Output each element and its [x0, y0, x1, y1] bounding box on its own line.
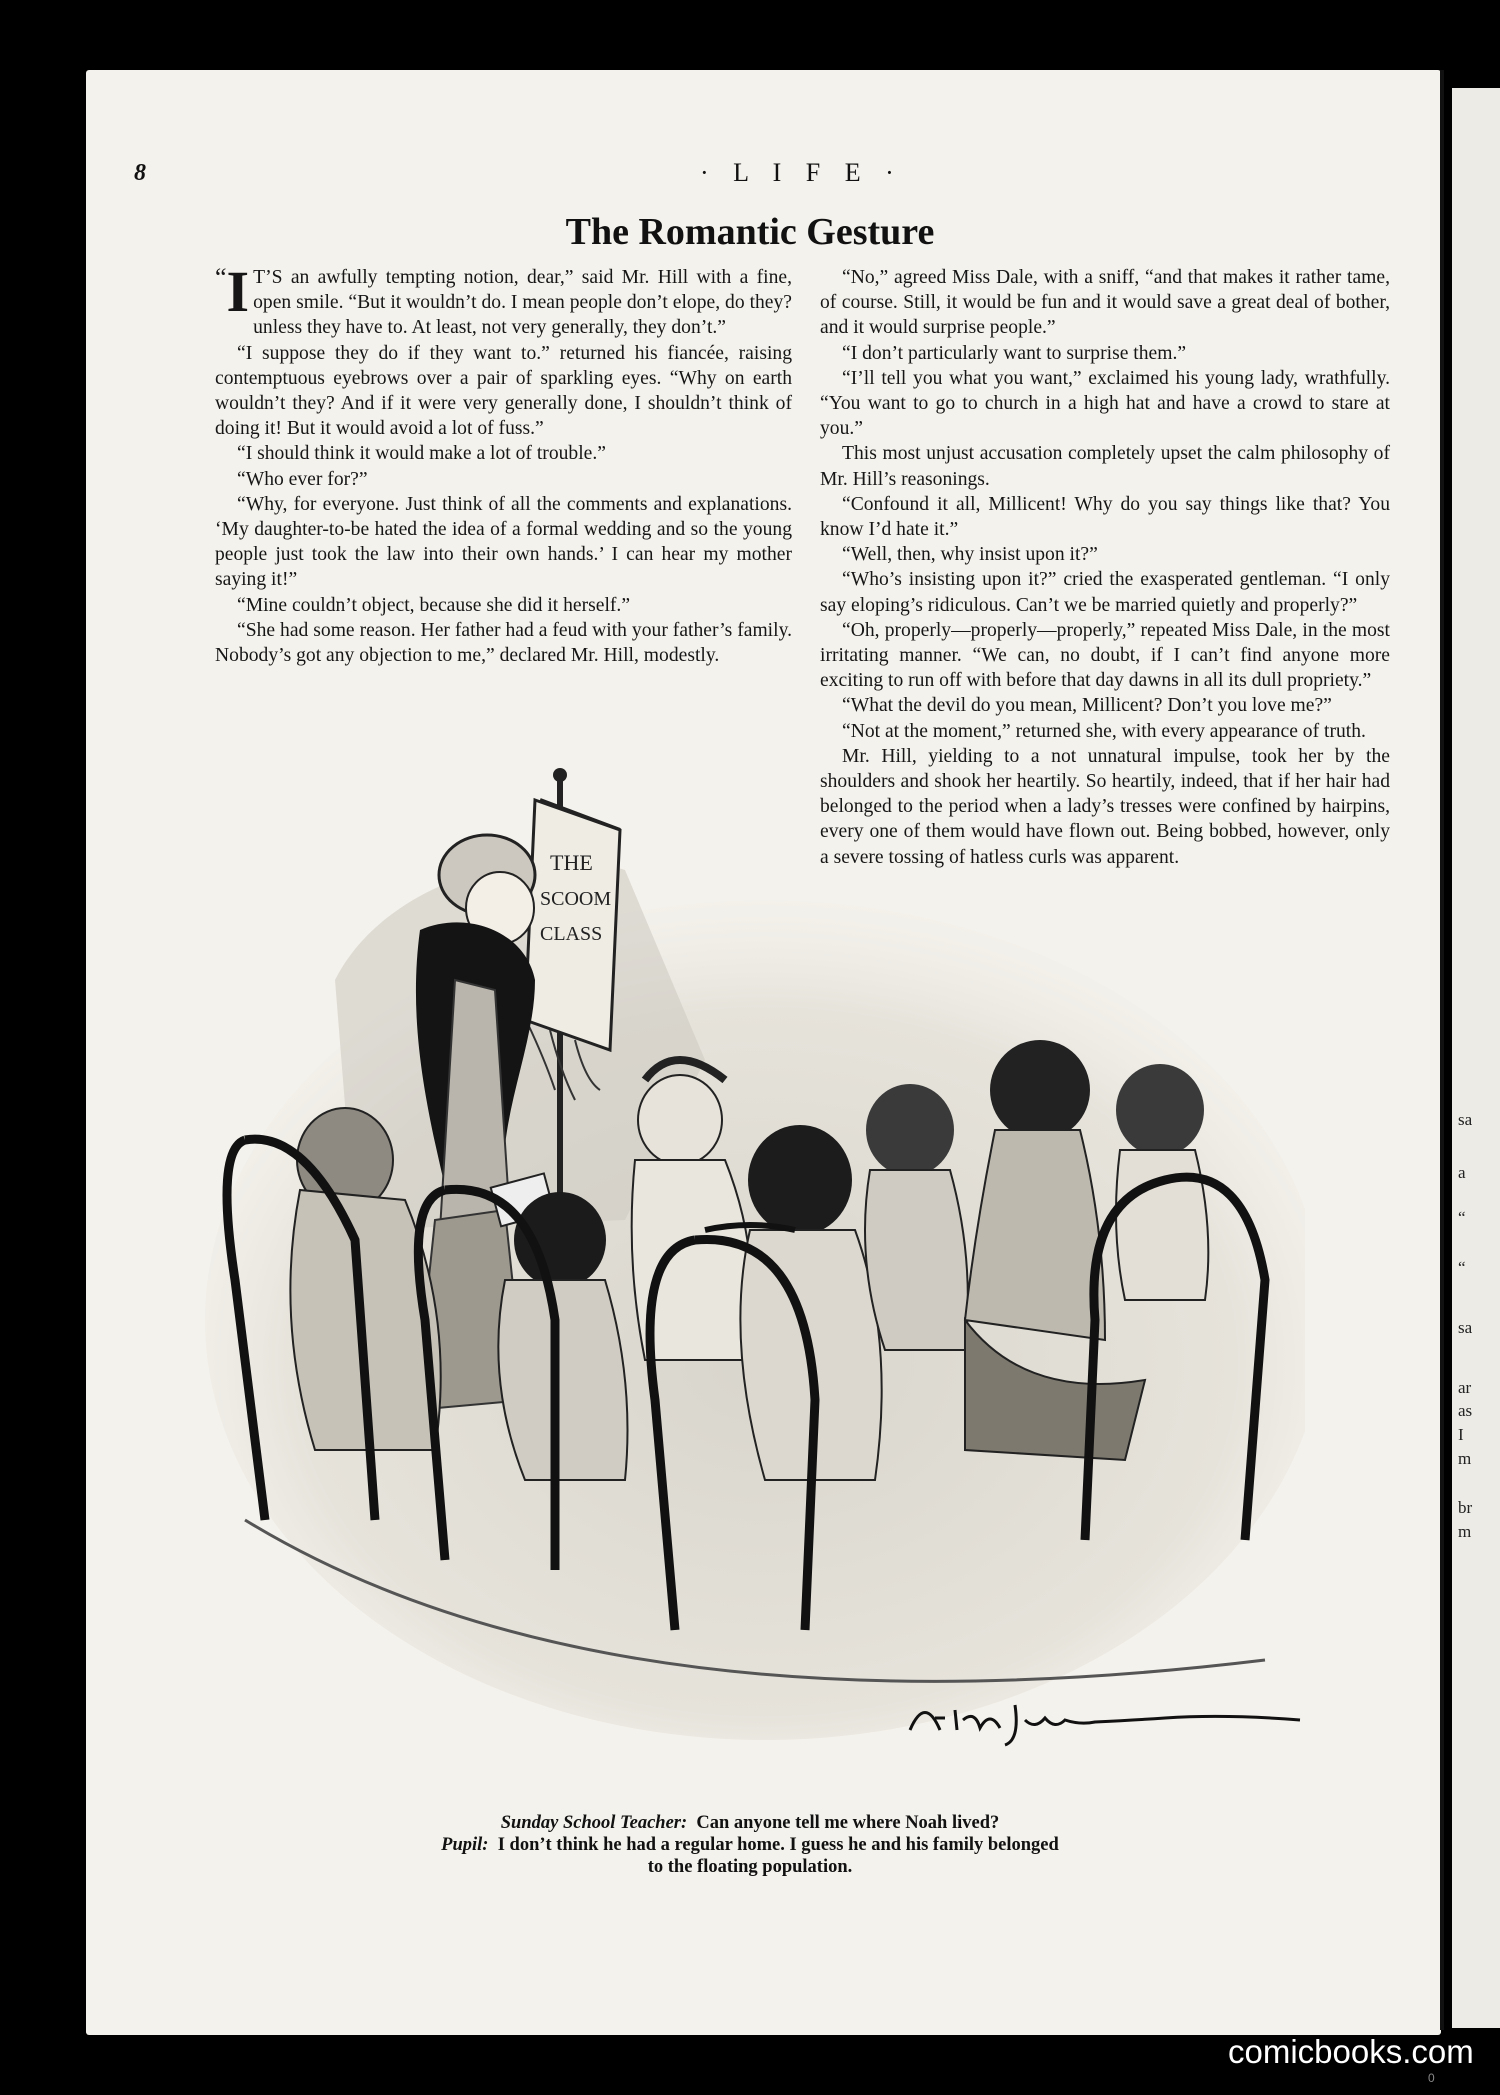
paragraph: Mr. Hill, yielding to a not unnatural impulse, took her by the shoulders and shook her heartily. So heartily, indeed, that if her hair had belonged to the period when a lady’s tresses were confined by hairpins, every one of them would have flown out. Being bobbed, however, only a severe tossing of hatless curls was apparent. [820, 745, 1390, 868]
article-column-left [215, 259, 792, 668]
sunday-school-illustration [205, 760, 1305, 1780]
illustration-caption [300, 1812, 1200, 1878]
paragraph: “Who’s insisting upon it?” cried the exasperated gentleman. “I only say eloping’s ridiculous. Can’t we be married quietly and properly?” [820, 569, 1390, 616]
paragraph-text: T’S an awfully tempting notion, dear,” said Mr. Hill with a fine, open smile. “But it wouldn’t do. I mean people don’t elope, do they? unless they have to. At least, not very generally, they don’t.” [253, 267, 792, 339]
fragment-text: sa [1458, 1318, 1473, 1337]
corner-mark: 0 [1428, 2071, 1435, 2085]
speaker-label: Pupil: [441, 1835, 489, 1855]
fragment-text: “ [1458, 1208, 1466, 1227]
banner-text: THE [550, 850, 593, 875]
opening-quote: “ [215, 263, 227, 292]
fragment-text: as [1458, 1401, 1473, 1420]
fragment-text: sa [1458, 1110, 1473, 1129]
artist-signature [905, 1690, 1305, 1750]
paragraph: “Well, then, why insist upon it?” [842, 544, 1098, 566]
fragment-text: I [1458, 1425, 1464, 1444]
banner-text: SCOOM [540, 888, 612, 910]
caption-line [300, 1812, 1200, 1834]
fragment-text: a [1458, 1163, 1466, 1182]
article-title: The Romantic Gesture [565, 211, 935, 253]
speaker-label: Sunday School Teacher: [500, 1813, 688, 1833]
page-number: 8 [134, 160, 146, 186]
paragraph: “She had some reason. Her father had a feud with your father’s family. Nobody’s got any objection to me,” declared Mr. Hill, modestly. [215, 619, 792, 667]
drop-cap: I [226, 259, 250, 324]
paragraph: “What the devil do you mean, Millicent? Don’t you love me?” [842, 695, 1332, 717]
paragraph: “I’ll tell you what you want,” exclaimed his young lady, wrathfully. “You want to go to church in a high hat and have a crowd to stare at you.” [820, 367, 1390, 440]
paragraph: “Not at the moment,” returned she, with every appearance of truth. [842, 720, 1366, 742]
fragment-text: br [1458, 1498, 1473, 1517]
banner-text: CLASS [540, 923, 603, 945]
paragraph: “Who ever for?” [237, 468, 368, 490]
adjacent-page-edge [1452, 88, 1500, 2028]
caption-text: I don’t think he had a regular home. I guess he and his family belonged [497, 1835, 1059, 1855]
paragraph: “I should think it would make a lot of trouble.” [237, 443, 606, 465]
pupil-figure [865, 1084, 968, 1350]
fragment-text: m [1458, 1522, 1472, 1541]
paragraph: “Why, for everyone. Just think of all the comments and explanations. ‘My daughter-to-be hated the idea of a formal wedding and so the young people just took the law into their own hands.’ I can hear my mother saying it!” [215, 493, 792, 591]
paragraph: This most unjust accusation completely upset the calm philosophy of Mr. Hill’s reasonings. [820, 443, 1390, 490]
fragment-text: ar [1458, 1378, 1472, 1397]
watermark: comicbooks.com [1228, 2033, 1474, 2070]
paragraph: “Mine couldn’t object, because she did it herself.” [237, 594, 631, 616]
caption-text: Can anyone tell me where Noah lived? [696, 1813, 1000, 1833]
caption-line: to the floating population. [647, 1857, 853, 1877]
paragraph [215, 259, 792, 341]
paragraph: “Confound it all, Millicent! Why do you say things like that? You know I’d hate it.” [820, 493, 1390, 541]
page-gutter [1440, 70, 1444, 2030]
paragraph: “Oh, properly—properly—properly,” repeated Miss Dale, in the most irritating manner. “We can, no doubt, if I can’t find anyone more exciting to run off with before that day dawns in all its dull propriety.” [820, 619, 1390, 692]
paragraph: “I don’t particularly want to surprise them.” [842, 342, 1187, 364]
fragment-text: m [1458, 1449, 1472, 1468]
paragraph: “I suppose they do if they want to.” returned his fiancée, raising contemptuous eyebrows over a pair of sparkling eyes. “Why on earth wouldn’t they? And if it were very generally done, I shouldn’t think of doing it! But it would avoid a lot of fuss.” [215, 342, 792, 440]
running-head: · L I F E · [700, 158, 903, 187]
fragment-text: “ [1458, 1258, 1466, 1277]
caption-line [300, 1834, 1200, 1856]
paragraph: “No,” agreed Miss Dale, with a sniff, “and that makes it rather tame, of course. Still, it would be fun and it would save a great deal of bother, and it would surprise people.” [820, 267, 1390, 339]
